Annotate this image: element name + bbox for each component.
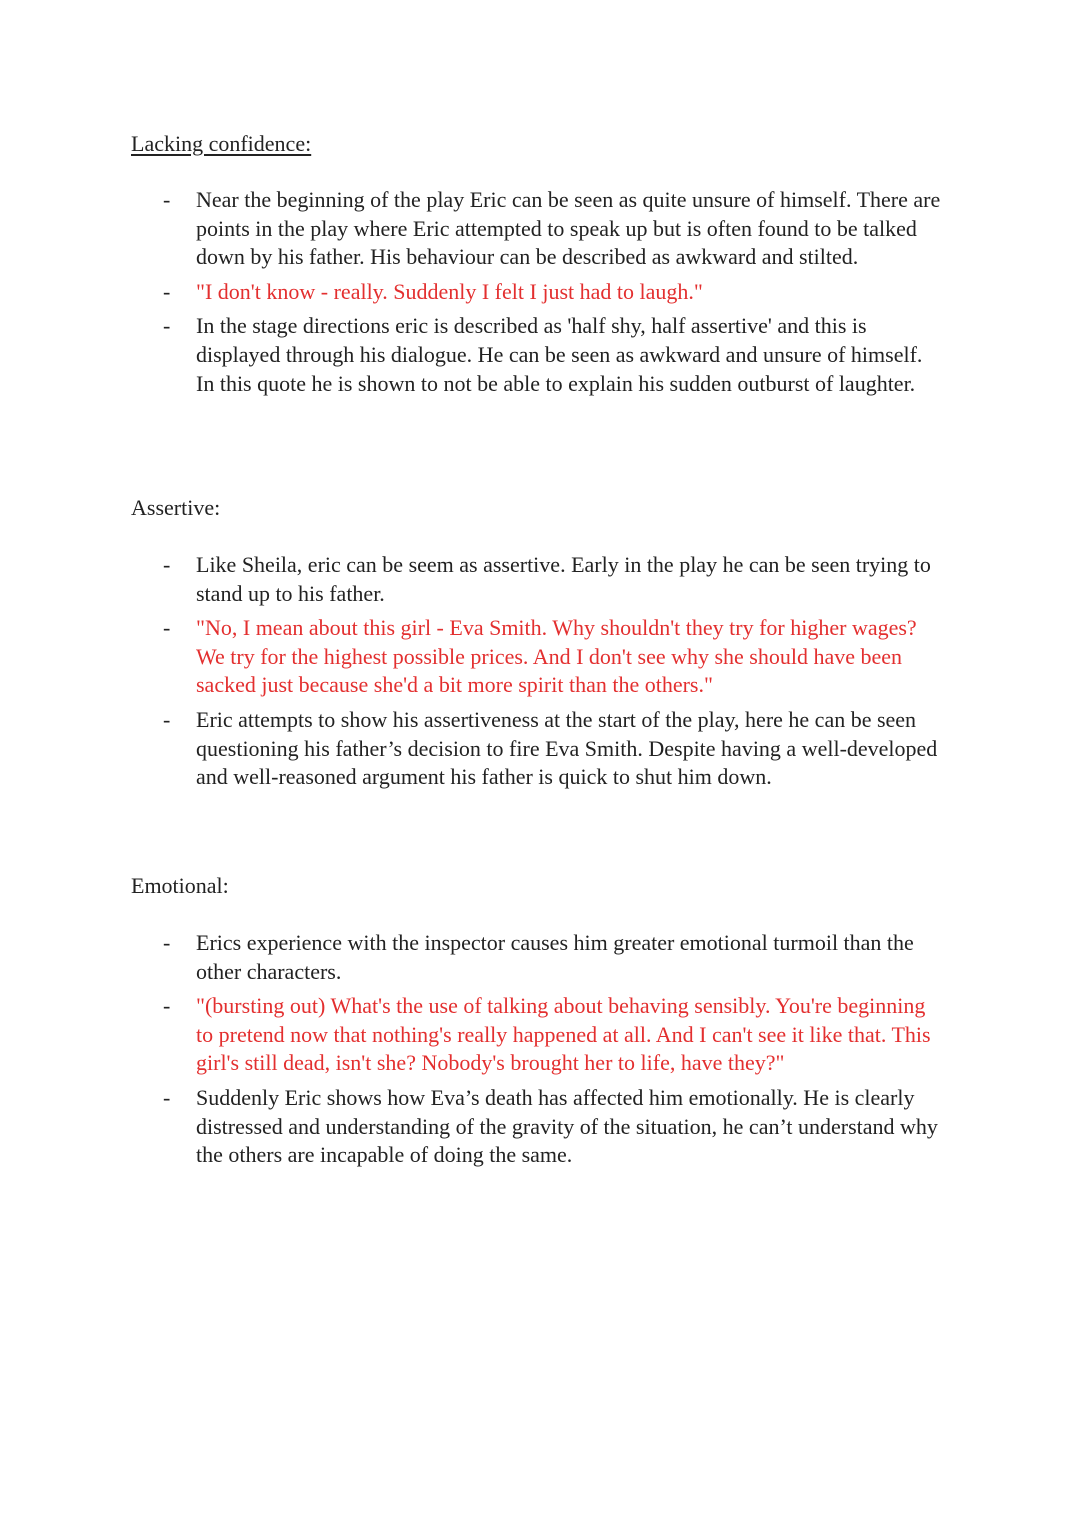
list-item <box>163 1084 941 1170</box>
heading-lacking-confidence: Lacking confidence: <box>131 131 312 156</box>
quote-text: "I don't know - really. Suddenly I felt I just had to laugh." <box>196 278 703 304</box>
bullet-text: Suddenly Eric shows how Eva’s death has affected him emotionally. He is clearly distressed and understanding of the gravity of the situation, he can’t understand why the others are incapable of doing the same. <box>196 1084 938 1168</box>
bullet-list <box>163 551 941 798</box>
bullet-text: Near the beginning of the play Eric can be seen as quite unsure of himself. There are points in the play where Eric attempted to speak up but is often found to be talked down by his father. His behaviour can be described as awkward and stilted. <box>196 187 941 270</box>
list-item-quote <box>163 992 941 1078</box>
list-item <box>163 706 941 792</box>
bullet-dash: - <box>163 278 171 304</box>
list-item <box>163 186 941 272</box>
bullet-dash: - <box>163 552 171 577</box>
quote-text: "No, I mean about this girl - Eva Smith. Why shouldn't they try for higher wages? We try for the highest possible prices. And I don't see why she should have been sacked just because she'd a bit more spirit than the others." <box>196 615 917 698</box>
section-lacking-confidence <box>131 130 961 396</box>
bullet-text: Erics experience with the inspector causes him greater emotional turmoil than the other characters. <box>196 930 914 984</box>
bullet-dash: - <box>163 1084 171 1110</box>
bullet-dash: - <box>163 706 171 732</box>
bullet-text: In the stage directions eric is described as 'half shy, half assertive' and this is displayed through his dialogue. He can be seen as awkward and unsure of himself. In this quote he is shown to not be able to explain his sudden outburst of laughter. <box>196 313 923 396</box>
list-item <box>163 929 941 986</box>
bullet-dash: - <box>163 187 171 212</box>
list-item <box>163 312 941 398</box>
bullet-dash: - <box>163 313 171 339</box>
quote-text: "(bursting out) What's the use of talking about behaving sensibly. You're beginning to pretend now that nothing's really happened at all. And I can't see it like that. This girl's still dead, isn't she? Nobody's brought her to life, have they?" <box>196 993 931 1076</box>
heading-assertive: Assertive: <box>131 495 221 520</box>
bullet-dash: - <box>163 993 171 1019</box>
section-assertive <box>131 494 961 790</box>
list-item <box>163 551 941 608</box>
bullet-dash: - <box>163 615 171 641</box>
section-emotional <box>131 872 961 1168</box>
bullet-list <box>163 186 941 404</box>
bullet-text: Like Sheila, eric can be seem as assertive. Early in the play he can be seen trying to stand up to his father. <box>196 552 931 606</box>
bullet-dash: - <box>163 930 171 955</box>
bullet-list <box>163 929 941 1176</box>
list-item-quote <box>163 278 941 307</box>
bullet-text: Eric attempts to show his assertiveness at the start of the play, here he can be seen questioning his father’s decision to fire Eva Smith. Despite having a well-developed and well-reasoned argument his father is quick to shut him down. <box>196 706 938 790</box>
heading-emotional: Emotional: <box>131 873 229 898</box>
list-item-quote <box>163 614 941 700</box>
